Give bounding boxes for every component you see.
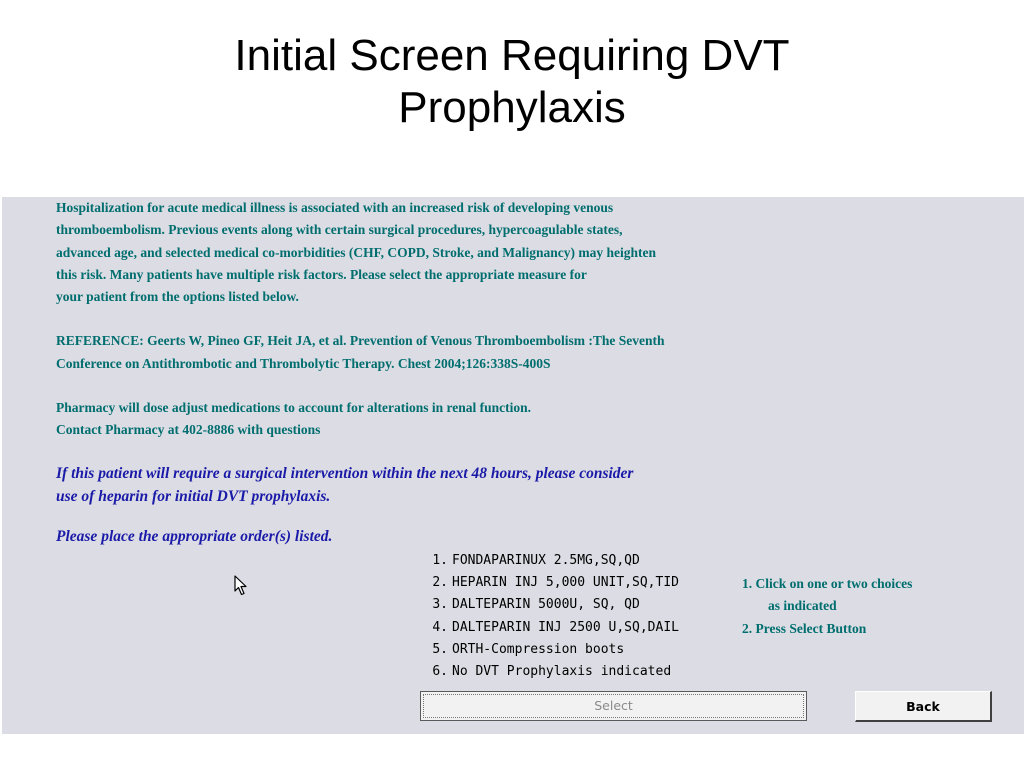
- surgical-warning: [56, 462, 856, 508]
- intro-line: Hospitalization for acute medical illness is associated with an increased risk of developing venous: [56, 200, 614, 215]
- info-text-block: [56, 197, 816, 442]
- instruction-step-2: 2. Press Select Button: [742, 620, 867, 636]
- order-number: 4.: [432, 619, 448, 635]
- instruction-step-1: 1. Click on one or two choices: [742, 576, 913, 591]
- warning-line: use of heparin for initial DVT prophylaxis.: [56, 488, 331, 505]
- order-item-no-prophylaxis[interactable]: [422, 661, 722, 683]
- reference-line: Conference on Antithrombotic and Thrombolytic Therapy. Chest 2004;126:338S-400S: [56, 355, 551, 371]
- order-number: 3.: [432, 597, 448, 613]
- order-label: ORTH-Compression boots: [452, 641, 625, 657]
- slide-title: [0, 30, 1024, 134]
- order-item-compression-boots[interactable]: [422, 639, 722, 661]
- spacer: [56, 308, 816, 330]
- reference-line: REFERENCE: Geerts W, Pineo GF, Heit JA, et al. Prevention of Venous Thromboembolism :The Seventh: [56, 333, 665, 349]
- pharmacy-line: Contact Pharmacy at 402-8886 with questions: [56, 422, 321, 438]
- slide-title-line-1: Initial Screen Requiring DVT: [234, 31, 790, 80]
- order-list: [422, 550, 722, 683]
- slide-title-line-2: Prophylaxis: [398, 83, 626, 132]
- order-label: HEPARIN INJ 5,000 UNIT,SQ,TID: [452, 575, 679, 591]
- order-item-dalteparin-5000[interactable]: [422, 594, 722, 616]
- selection-instructions: [742, 573, 1002, 640]
- mouse-pointer-icon: [234, 575, 248, 597]
- order-number: 5.: [432, 641, 448, 657]
- back-button[interactable]: Back: [855, 691, 992, 722]
- order-item-dalteparin-2500[interactable]: [422, 617, 722, 639]
- order-label: No DVT Prophylaxis indicated: [452, 664, 672, 680]
- intro-line: thromboembolism. Previous events along with certain surgical procedures, hypercoagulable states,: [56, 222, 623, 238]
- order-number: 2.: [432, 575, 448, 591]
- order-item-heparin[interactable]: [422, 572, 722, 594]
- order-item-fondaparinux[interactable]: [422, 550, 722, 572]
- order-label: FONDAPARINUX 2.5MG,SQ,QD: [452, 553, 640, 568]
- order-number: 6.: [432, 664, 448, 680]
- order-label: DALTEPARIN 5000U, SQ, QD: [452, 597, 640, 613]
- select-button[interactable]: Select: [420, 691, 807, 721]
- instruction-step-1-continued: as indicated: [768, 598, 837, 614]
- spacer: [56, 375, 816, 397]
- place-order-prompt: Please place the appropriate order(s) listed.: [56, 528, 333, 545]
- intro-line: this risk. Many patients have multiple risk factors. Please select the appropriate measure for: [56, 266, 587, 282]
- pharmacy-line: Pharmacy will dose adjust medications to account for alterations in renal function.: [56, 400, 531, 416]
- order-label: DALTEPARIN INJ 2500 U,SQ,DAIL: [452, 619, 679, 635]
- order-number: 1.: [432, 553, 448, 568]
- warning-line: If this patient will require a surgical intervention within the next 48 hours, please consider: [56, 465, 634, 482]
- intro-line: your patient from the options listed below.: [56, 289, 299, 305]
- intro-line: advanced age, and selected medical co-morbidities (CHF, COPD, Stroke, and Malignancy) may heighten: [56, 244, 656, 260]
- dvt-prophylaxis-screen: [2, 197, 1024, 734]
